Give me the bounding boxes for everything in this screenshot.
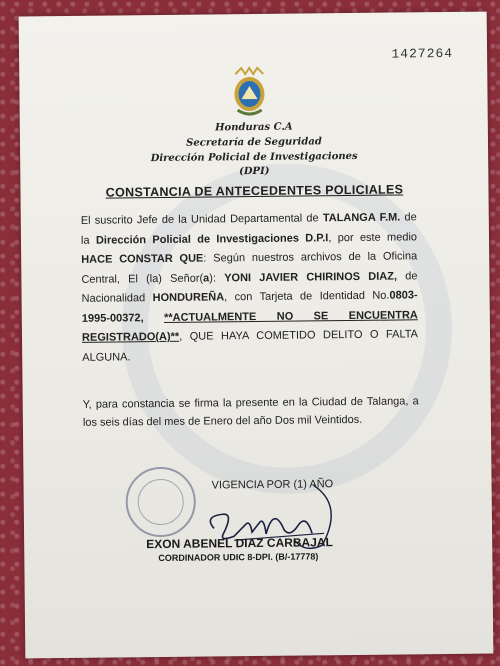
- document-sheet: [19, 12, 494, 659]
- header-acronym: (DPI): [239, 165, 270, 178]
- serial-number: 1427264: [391, 45, 454, 62]
- signer-role: CORDINADOR UDIC 8-DPI. (B/-17778): [158, 551, 319, 564]
- coat-of-arms-icon: [227, 66, 272, 116]
- certificate-paragraph: El suscrito Jefe de la Unidad Departamental de TALANGA F.M. de la Dirección Policial de Investigaciones D.P.I, por este medio HACE CONSTAR QUE: Según nuestros archivos de la Oficina Central, El (la) Señor(a): YONI JAVIER CHIRINOS DIAZ, de Nacionalidad HONDUREÑA, con Tarjeta de Identidad No.0803-1995-00372, **ACTUALMENTE NO SE ENCUENTRA REGISTRADO(A)**, QUE HAYA COMETIDO DELITO O FALTA ALGUNA.: [80, 211, 419, 364]
- header-country: Honduras C.A: [214, 121, 293, 134]
- document-title: CONSTANCIA DE ANTECEDENTES POLICIALES: [105, 182, 404, 200]
- closing-paragraph: Y, para constancia se firma la presente en la Ciudad de Talanga, a los seis días del mes de Enero del año Dos mil Veintidos.: [82, 395, 419, 429]
- official-stamp-icon: [125, 467, 196, 538]
- header-directorate: Dirección Policial de Investigaciones: [150, 150, 358, 165]
- header-ministry: Secretaría de Seguridad: [186, 136, 322, 149]
- signer-name: EXON ABENEL DIAZ CARBAJAL: [146, 535, 333, 552]
- validity-text: VIGENCIA POR (1) AÑO: [211, 478, 334, 492]
